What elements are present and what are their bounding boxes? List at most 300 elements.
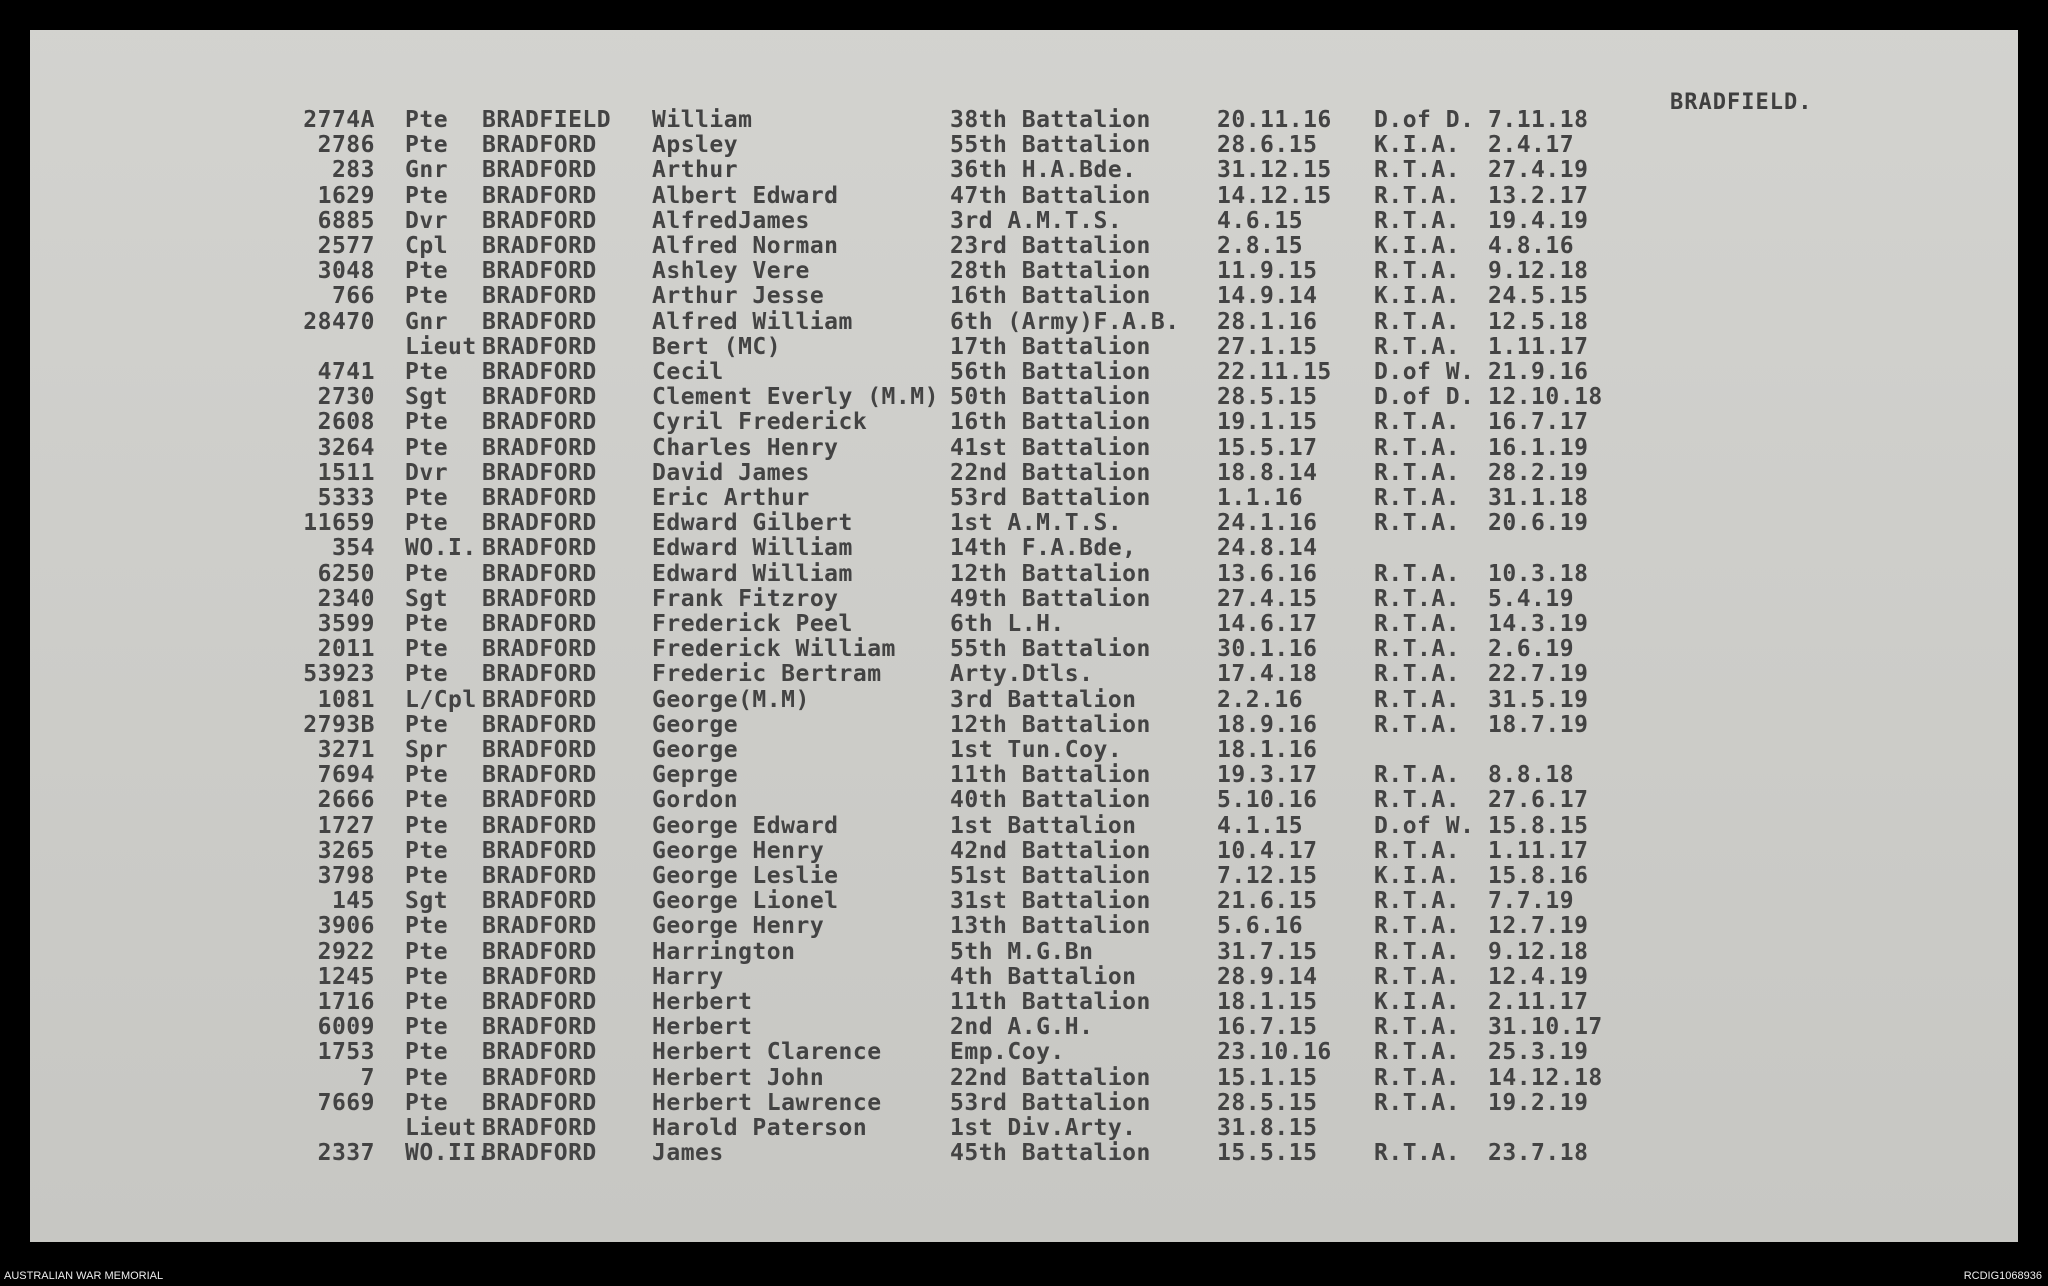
fate: R.T.A. xyxy=(1374,636,1461,663)
roll-entry xyxy=(30,258,2018,284)
fate-date: 12.10.18 xyxy=(1488,384,1603,411)
surname: BRADFORD xyxy=(482,233,597,259)
rank: Pte xyxy=(405,409,449,436)
surname: BRADFORD xyxy=(482,989,597,1015)
fate-date: 27.6.17 xyxy=(1488,787,1589,814)
fate: R.T.A. xyxy=(1374,434,1461,461)
service-number: 6250 xyxy=(317,560,375,587)
rank: Dvr xyxy=(405,459,449,486)
given-names: George Henry xyxy=(652,837,825,864)
service-number: 1511 xyxy=(317,459,375,486)
enlistment-date: 2.2.16 xyxy=(1217,686,1304,713)
fate-date: 16.7.17 xyxy=(1488,409,1589,436)
rank: Pte xyxy=(405,989,449,1015)
unit: 45th Battalion xyxy=(950,1140,1151,1167)
service-number: 145 xyxy=(331,888,375,915)
given-names: Alfred Norman xyxy=(652,233,839,259)
enlistment-date: 18.9.16 xyxy=(1217,711,1318,738)
unit: 47th Battalion xyxy=(950,182,1151,209)
unit: 16th Battalion xyxy=(950,409,1151,436)
service-number: 2666 xyxy=(317,787,375,814)
rank: Sgt xyxy=(405,585,449,612)
unit: 22nd Battalion xyxy=(950,1064,1151,1091)
rank: Pte xyxy=(405,611,449,637)
service-number: 3265 xyxy=(317,837,375,864)
enlistment-date: 10.4.17 xyxy=(1217,837,1318,864)
given-names: Albert Edward xyxy=(652,182,839,209)
unit: Arty.Dtls. xyxy=(950,661,1094,688)
rank: Pte xyxy=(405,485,449,511)
surname: BRADFORD xyxy=(482,157,597,184)
given-names: Arthur xyxy=(652,157,739,184)
unit: 40th Battalion xyxy=(950,787,1151,814)
fate: K.I.A. xyxy=(1374,863,1461,889)
unit: 3rd Battalion xyxy=(950,686,1137,713)
roll-entry xyxy=(30,913,2018,939)
fate-date: 25.3.19 xyxy=(1488,1039,1589,1066)
fate-date: 10.3.18 xyxy=(1488,560,1589,587)
fate: R.T.A. xyxy=(1374,762,1461,789)
fate: R.T.A. xyxy=(1374,459,1461,486)
roll-entry xyxy=(30,359,2018,385)
unit: 1st Div.Arty. xyxy=(950,1115,1137,1141)
service-number: 3599 xyxy=(317,611,375,637)
fate-date: 20.6.19 xyxy=(1488,510,1589,537)
enlistment-date: 23.10.16 xyxy=(1217,1039,1332,1066)
given-names: Apsley xyxy=(652,132,739,159)
rank: WO.II. xyxy=(405,1140,492,1167)
unit: 1st Battalion xyxy=(950,812,1137,839)
enlistment-date: 31.7.15 xyxy=(1217,938,1318,965)
fate: R.T.A. xyxy=(1374,963,1461,990)
rank: L/Cpl xyxy=(405,686,477,713)
surname: BRADFORD xyxy=(482,434,597,461)
given-names: Herbert xyxy=(652,989,753,1015)
fate: R.T.A. xyxy=(1374,333,1461,360)
enlistment-date: 28.1.16 xyxy=(1217,308,1318,335)
fate-date: 19.2.19 xyxy=(1488,1089,1589,1116)
surname: BRADFORD xyxy=(482,409,597,436)
enlistment-date: 15.1.15 xyxy=(1217,1064,1318,1091)
given-names: Frank Fitzroy xyxy=(652,585,839,612)
fate: K.I.A. xyxy=(1374,989,1461,1015)
fate-date: 22.7.19 xyxy=(1488,661,1589,688)
given-names: George(M.M) xyxy=(652,686,810,713)
service-number: 7694 xyxy=(317,762,375,789)
unit: 5th M.G.Bn xyxy=(950,938,1094,965)
fate: R.T.A. xyxy=(1374,1089,1461,1116)
roll-entry xyxy=(30,611,2018,637)
roll-entry xyxy=(30,208,2018,234)
enlistment-date: 28.9.14 xyxy=(1217,963,1318,990)
fate: D.of W. xyxy=(1374,359,1475,385)
service-number: 2340 xyxy=(317,585,375,612)
roll-entry xyxy=(30,157,2018,183)
given-names: Edward William xyxy=(652,535,853,562)
surname: BRADFORD xyxy=(482,384,597,411)
rank: Pte xyxy=(405,636,449,663)
rank: Pte xyxy=(405,787,449,814)
surname: BRADFORD xyxy=(482,485,597,511)
enlistment-date: 19.3.17 xyxy=(1217,762,1318,789)
roll-entry xyxy=(30,1014,2018,1040)
service-number: 3798 xyxy=(317,863,375,889)
fate-date: 12.7.19 xyxy=(1488,913,1589,940)
surname: BRADFORD xyxy=(482,535,597,562)
enlistment-date: 13.6.16 xyxy=(1217,560,1318,587)
rank: Pte xyxy=(405,963,449,990)
enlistment-date: 24.1.16 xyxy=(1217,510,1318,537)
enlistment-date: 14.12.15 xyxy=(1217,182,1332,209)
fate: R.T.A. xyxy=(1374,1140,1461,1167)
enlistment-date: 5.6.16 xyxy=(1217,913,1304,940)
unit: 56th Battalion xyxy=(950,359,1151,385)
service-number: 2011 xyxy=(317,636,375,663)
fate: R.T.A. xyxy=(1374,661,1461,688)
surname: BRADFORD xyxy=(482,611,597,637)
unit: 53rd Battalion xyxy=(950,1089,1151,1116)
surname: BRADFORD xyxy=(482,333,597,360)
roll-entry xyxy=(30,838,2018,864)
document-page xyxy=(30,30,2018,1242)
unit: 38th Battalion xyxy=(950,107,1151,133)
fate-date: 7.11.18 xyxy=(1488,107,1589,133)
fate-date: 9.12.18 xyxy=(1488,258,1589,285)
rank: Spr xyxy=(405,737,449,763)
surname: BRADFORD xyxy=(482,636,597,663)
given-names: Bert (MC) xyxy=(652,333,782,360)
roll-entry xyxy=(30,1090,2018,1116)
enlistment-date: 16.7.15 xyxy=(1217,1014,1318,1041)
surname: BRADFORD xyxy=(482,1089,597,1116)
fate-date: 14.3.19 xyxy=(1488,611,1589,637)
fate-date: 8.8.18 xyxy=(1488,762,1575,789)
service-number: 1727 xyxy=(317,812,375,839)
surname: BRADFORD xyxy=(482,787,597,814)
fate-date: 14.12.18 xyxy=(1488,1064,1603,1091)
unit: 6th L.H. xyxy=(950,611,1065,637)
enlistment-date: 18.1.16 xyxy=(1217,737,1318,763)
surname: BRADFORD xyxy=(482,661,597,688)
fate: R.T.A. xyxy=(1374,585,1461,612)
service-number: 766 xyxy=(331,283,375,310)
fate: R.T.A. xyxy=(1374,888,1461,915)
roll-entry xyxy=(30,586,2018,612)
service-number: 7669 xyxy=(317,1089,375,1116)
roll-entry xyxy=(30,1039,2018,1065)
fate-date: 12.4.19 xyxy=(1488,963,1589,990)
unit: 1st A.M.T.S. xyxy=(950,510,1123,537)
fate: K.I.A. xyxy=(1374,233,1461,259)
fate: R.T.A. xyxy=(1374,258,1461,285)
unit: 11th Battalion xyxy=(950,762,1151,789)
unit: 23rd Battalion xyxy=(950,233,1151,259)
rank: Gnr xyxy=(405,308,449,335)
roll-entry xyxy=(30,510,2018,536)
fate-date: 12.5.18 xyxy=(1488,308,1589,335)
rank: Pte xyxy=(405,762,449,789)
enlistment-date: 19.1.15 xyxy=(1217,409,1318,436)
roll-entry xyxy=(30,964,2018,990)
roll-entry xyxy=(30,989,2018,1015)
roll-entry xyxy=(30,435,2018,461)
rank: Pte xyxy=(405,258,449,285)
enlistment-date: 4.1.15 xyxy=(1217,812,1304,839)
fate: R.T.A. xyxy=(1374,560,1461,587)
fate: R.T.A. xyxy=(1374,207,1461,234)
unit: 50th Battalion xyxy=(950,384,1151,411)
service-number: 5333 xyxy=(317,485,375,511)
given-names: George Lionel xyxy=(652,888,839,915)
roll-entry xyxy=(30,233,2018,259)
fate: R.T.A. xyxy=(1374,157,1461,184)
roll-entry xyxy=(30,636,2018,662)
rank: Pte xyxy=(405,510,449,537)
fate: R.T.A. xyxy=(1374,938,1461,965)
rank: Pte xyxy=(405,107,449,133)
service-number: 7 xyxy=(360,1064,375,1091)
fate-date: 5.4.19 xyxy=(1488,585,1575,612)
rank: Pte xyxy=(405,913,449,940)
fate: R.T.A. xyxy=(1374,711,1461,738)
enlistment-date: 2.8.15 xyxy=(1217,233,1304,259)
surname: BRADFORD xyxy=(482,1039,597,1066)
roll-entry xyxy=(30,1115,2018,1141)
fate-date: 1.11.17 xyxy=(1488,837,1589,864)
given-names: Geprge xyxy=(652,762,739,789)
fate-date: 16.1.19 xyxy=(1488,434,1589,461)
given-names: AlfredJames xyxy=(652,207,810,234)
given-names: Clement Everly (M.M) xyxy=(652,384,939,411)
fate-date: 1.11.17 xyxy=(1488,333,1589,360)
enlistment-date: 15.5.15 xyxy=(1217,1140,1318,1167)
roll-entry xyxy=(30,1140,2018,1166)
fate-date: 21.9.16 xyxy=(1488,359,1589,385)
service-number: 6009 xyxy=(317,1014,375,1041)
enlistment-date: 31.12.15 xyxy=(1217,157,1332,184)
roll-entry xyxy=(30,737,2018,763)
surname: BRADFORD xyxy=(482,585,597,612)
surname: BRADFORD xyxy=(482,938,597,965)
unit: 12th Battalion xyxy=(950,711,1151,738)
fate: R.T.A. xyxy=(1374,913,1461,940)
unit: 4th Battalion xyxy=(950,963,1137,990)
page-header: BRADFIELD. xyxy=(1670,90,1813,115)
service-number: 1245 xyxy=(317,963,375,990)
service-number: 2793B xyxy=(303,711,375,738)
fate: D.of D. xyxy=(1374,384,1475,411)
unit: 55th Battalion xyxy=(950,132,1151,159)
fate: R.T.A. xyxy=(1374,837,1461,864)
fate: R.T.A. xyxy=(1374,1064,1461,1091)
fate-date: 13.2.17 xyxy=(1488,182,1589,209)
enlistment-date: 31.8.15 xyxy=(1217,1115,1318,1141)
fate: R.T.A. xyxy=(1374,182,1461,209)
fate-date: 18.7.19 xyxy=(1488,711,1589,738)
service-number: 2337 xyxy=(317,1140,375,1167)
unit: 2nd A.G.H. xyxy=(950,1014,1094,1041)
roll-entry xyxy=(30,561,2018,587)
roll-entry xyxy=(30,813,2018,839)
roll-entry xyxy=(30,787,2018,813)
given-names: Arthur Jesse xyxy=(652,283,825,310)
service-number: 2774A xyxy=(303,107,375,133)
enlistment-date: 30.1.16 xyxy=(1217,636,1318,663)
service-number: 2608 xyxy=(317,409,375,436)
unit: 42nd Battalion xyxy=(950,837,1151,864)
enlistment-date: 28.6.15 xyxy=(1217,132,1318,159)
roll-entry xyxy=(30,309,2018,335)
enlistment-date: 27.4.15 xyxy=(1217,585,1318,612)
given-names: David James xyxy=(652,459,810,486)
given-names: Harrington xyxy=(652,938,796,965)
surname: BRADFORD xyxy=(482,888,597,915)
service-number: 3048 xyxy=(317,258,375,285)
given-names: Gordon xyxy=(652,787,739,814)
rank: Sgt xyxy=(405,888,449,915)
roll-entry xyxy=(30,460,2018,486)
rank: Lieut xyxy=(405,1115,477,1141)
fate-date: 27.4.19 xyxy=(1488,157,1589,184)
surname: BRADFORD xyxy=(482,1014,597,1041)
roll-entry xyxy=(30,384,2018,410)
roll-entry xyxy=(30,712,2018,738)
given-names: George Henry xyxy=(652,913,825,940)
given-names: George xyxy=(652,737,739,763)
fate-date: 28.2.19 xyxy=(1488,459,1589,486)
fate-date: 2.4.17 xyxy=(1488,132,1575,159)
enlistment-date: 15.5.17 xyxy=(1217,434,1318,461)
enlistment-date: 20.11.16 xyxy=(1217,107,1332,133)
enlistment-date: 5.10.16 xyxy=(1217,787,1318,814)
roll-entry xyxy=(30,409,2018,435)
roll-entry xyxy=(30,283,2018,309)
given-names: Frederick Peel xyxy=(652,611,853,637)
rank: Cpl xyxy=(405,233,449,259)
given-names: George Edward xyxy=(652,812,839,839)
rank: Pte xyxy=(405,837,449,864)
rank: Pte xyxy=(405,1039,449,1066)
footer-credit: AUSTRALIAN WAR MEMORIAL xyxy=(4,1270,164,1282)
surname: BRADFORD xyxy=(482,686,597,713)
surname: BRADFORD xyxy=(482,132,597,159)
unit: 53rd Battalion xyxy=(950,485,1151,511)
surname: BRADFORD xyxy=(482,812,597,839)
service-number: 1081 xyxy=(317,686,375,713)
enlistment-date: 22.11.15 xyxy=(1217,359,1332,385)
service-number: 3906 xyxy=(317,913,375,940)
surname: BRADFORD xyxy=(482,182,597,209)
rank: Pte xyxy=(405,863,449,889)
service-number: 1716 xyxy=(317,989,375,1015)
enlistment-date: 14.9.14 xyxy=(1217,283,1318,310)
surname: BRADFORD xyxy=(482,863,597,889)
given-names: William xyxy=(652,107,753,133)
roll-entry xyxy=(30,762,2018,788)
surname: BRADFORD xyxy=(482,737,597,763)
surname: BRADFORD xyxy=(482,1115,597,1141)
enlistment-date: 28.5.15 xyxy=(1217,384,1318,411)
rank: Pte xyxy=(405,1064,449,1091)
fate: R.T.A. xyxy=(1374,1039,1461,1066)
rank: Pte xyxy=(405,1014,449,1041)
service-number: 6885 xyxy=(317,207,375,234)
given-names: Frederic Bertram xyxy=(652,661,882,688)
service-number: 1753 xyxy=(317,1039,375,1066)
fate-date: 31.10.17 xyxy=(1488,1014,1603,1041)
unit: 36th H.A.Bde. xyxy=(950,157,1137,184)
service-number: 4741 xyxy=(317,359,375,385)
rank: Pte xyxy=(405,1089,449,1116)
unit: 22nd Battalion xyxy=(950,459,1151,486)
unit: 6th (Army)F.A.B. xyxy=(950,308,1180,335)
roll-entry xyxy=(30,334,2018,360)
rank: Pte xyxy=(405,812,449,839)
fate: R.T.A. xyxy=(1374,409,1461,436)
enlistment-date: 27.1.15 xyxy=(1217,333,1318,360)
rank: Pte xyxy=(405,661,449,688)
fate: R.T.A. xyxy=(1374,1014,1461,1041)
enlistment-date: 14.6.17 xyxy=(1217,611,1318,637)
surname: BRADFORD xyxy=(482,459,597,486)
fate-date: 2.11.17 xyxy=(1488,989,1589,1015)
service-number: 2922 xyxy=(317,938,375,965)
roll-entry xyxy=(30,132,2018,158)
given-names: James xyxy=(652,1140,724,1167)
rank: WO.I. xyxy=(405,535,477,562)
service-number: 11659 xyxy=(303,510,375,537)
rank: Pte xyxy=(405,711,449,738)
enlistment-date: 21.6.15 xyxy=(1217,888,1318,915)
enlistment-date: 18.1.15 xyxy=(1217,989,1318,1015)
unit: 51st Battalion xyxy=(950,863,1151,889)
enlistment-date: 28.5.15 xyxy=(1217,1089,1318,1116)
roll-entry xyxy=(30,661,2018,687)
fate: R.T.A. xyxy=(1374,485,1461,511)
unit: 1st Tun.Coy. xyxy=(950,737,1123,763)
surname: BRADFORD xyxy=(482,963,597,990)
rank: Dvr xyxy=(405,207,449,234)
roll-entry xyxy=(30,687,2018,713)
rank: Pte xyxy=(405,434,449,461)
fate-date: 15.8.15 xyxy=(1488,812,1589,839)
rank: Lieut xyxy=(405,333,477,360)
footer-id: RCDIG1068936 xyxy=(1963,1270,2042,1282)
fate: R.T.A. xyxy=(1374,611,1461,637)
fate: K.I.A. xyxy=(1374,132,1461,159)
given-names: Herbert xyxy=(652,1014,753,1041)
given-names: Edward Gilbert xyxy=(652,510,853,537)
surname: BRADFORD xyxy=(482,359,597,385)
rank: Pte xyxy=(405,938,449,965)
given-names: Eric Arthur xyxy=(652,485,810,511)
surname: BRADFORD xyxy=(482,711,597,738)
surname: BRADFORD xyxy=(482,258,597,285)
service-number: 1629 xyxy=(317,182,375,209)
rank: Sgt xyxy=(405,384,449,411)
fate: K.I.A. xyxy=(1374,283,1461,310)
fate-date: 4.8.16 xyxy=(1488,233,1575,259)
fate-date: 31.1.18 xyxy=(1488,485,1589,511)
enlistment-date: 4.6.15 xyxy=(1217,207,1304,234)
enlistment-date: 11.9.15 xyxy=(1217,258,1318,285)
given-names: Herbert Lawrence xyxy=(652,1089,882,1116)
fate-date: 15.8.16 xyxy=(1488,863,1589,889)
unit: 41st Battalion xyxy=(950,434,1151,461)
rank: Gnr xyxy=(405,157,449,184)
fate: R.T.A. xyxy=(1374,787,1461,814)
surname: BRADFIELD xyxy=(482,107,612,133)
